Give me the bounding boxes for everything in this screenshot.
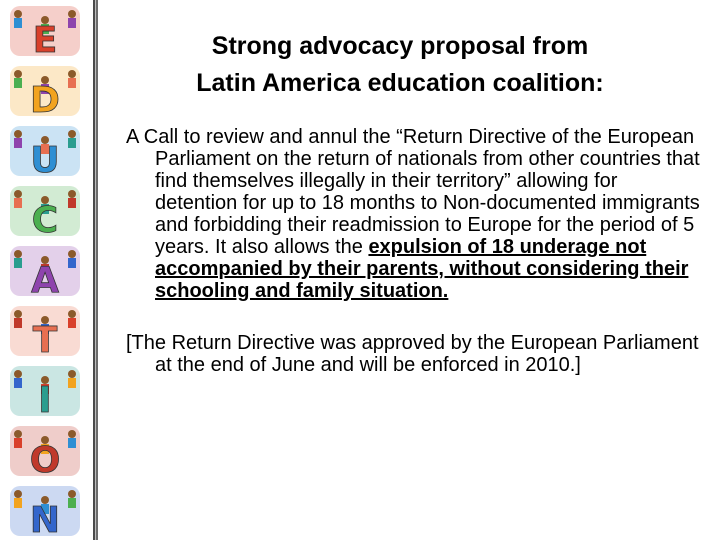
- sidebar-letter-e: [10, 6, 80, 61]
- svg-text:O: O: [29, 440, 61, 481]
- sidebar-letter-c: [10, 186, 80, 241]
- sidebar-letter-i: [10, 366, 80, 421]
- svg-text:C: C: [31, 200, 59, 241]
- paragraph-call-to-review: [126, 126, 700, 302]
- sidebar-letter-a: [10, 246, 80, 301]
- svg-text:T: T: [32, 320, 58, 361]
- education-letters-illustration: [0, 0, 92, 540]
- paragraph-return-directive-note: [The Return Directive was approved by the European Parliament at the end of June and will be enforced in 2010.]: [126, 332, 699, 376]
- svg-text:N: N: [29, 500, 61, 540]
- sidebar-letter-d: [10, 66, 80, 121]
- sidebar-letter-t: [10, 306, 80, 361]
- svg-text:A: A: [31, 260, 59, 301]
- title-line-1: Strong advocacy proposal from: [211, 32, 589, 60]
- sidebar-letter-n: [10, 486, 80, 540]
- paragraph-emphasis: expulsion of 18 underage not accompanied by their parents, without considering their schooling and family situation.: [155, 236, 689, 302]
- slide-body: [126, 126, 700, 376]
- svg-text:U: U: [30, 140, 60, 181]
- svg-text:E: E: [32, 20, 58, 61]
- title-line-2: Latin America education coalition:: [196, 69, 604, 97]
- sidebar-letter-u: [10, 126, 80, 181]
- svg-text:I: I: [38, 380, 52, 421]
- sidebar-letter-o: [10, 426, 80, 481]
- paragraph-call-text: A Call to review and annul the “Return Directive of the European Parliament on the return of nationals from other countries that find themselves illegally in their territory” allowing for detention for up to 18 months to Non-documented immigrants and forbidding their readmission to Europe for the period of 5 years. It also allows the: [126, 126, 700, 258]
- slide-title: [110, 28, 690, 102]
- sidebar-divider: [93, 0, 98, 540]
- decorative-sidebar: [0, 0, 100, 540]
- svg-text:D: D: [30, 80, 60, 121]
